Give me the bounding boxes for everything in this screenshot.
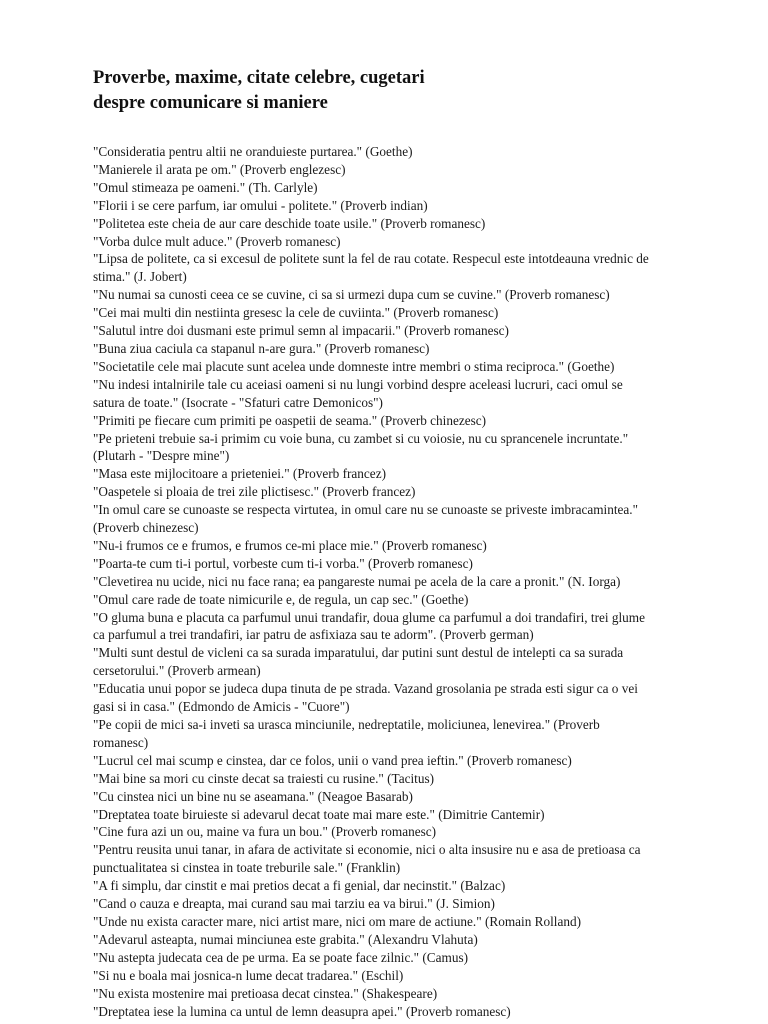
quote-item xyxy=(93,215,743,233)
quote-item xyxy=(93,412,743,430)
quote-line: "Omul stimeaza pe oameni." (Th. Carlyle) xyxy=(93,179,318,195)
quote-line: "Nu astepta judecata cea de pe urma. Ea se poate face zilnic." (Camus) xyxy=(93,949,469,965)
quote-line: "Pe prieteni trebuie sa-i primim cu voie buna, cu zambet si cu voiosie, nu cu sprancenele incruntate." xyxy=(93,430,629,446)
quote-line: "Oaspetele si ploaia de trei zile plictisesc." (Proverb francez) xyxy=(93,484,416,500)
quote-item xyxy=(93,823,743,841)
quote-line: "Societatile cele mai placute sunt acelea unde domneste intre membri o stima reciproca." (Goethe) xyxy=(93,358,615,374)
quote-line: "Cu cinstea nici un bine nu se aseamana." (Neagoe Basarab) xyxy=(93,788,413,804)
quote-line: "O gluma buna e placuta ca parfumul unui trandafir, doua glume ca parfumul a doi trandafiri, trei glume xyxy=(93,609,645,625)
quote-line: ca parfumul a trei trandafiri, iar patru de asfixiaza sau te adorm". (Proverb german) xyxy=(93,627,534,643)
quote-item xyxy=(93,286,743,304)
quote-item xyxy=(93,340,743,358)
quote-line: "Cand o cauza e dreapta, mai curand sau mai tarziu ea va birui." (J. Simion) xyxy=(93,896,495,912)
quote-item xyxy=(93,806,743,824)
quote-item xyxy=(93,609,743,645)
quote-line: "Manierele il arata pe om." (Proverb englezesc) xyxy=(93,161,346,177)
quote-line: (Proverb chinezesc) xyxy=(93,520,199,536)
quote-item xyxy=(93,931,743,949)
quote-item xyxy=(93,555,743,573)
quote-line: "Multi sunt destul de vicleni ca sa surada imparatului, dar putini sunt destul de intelepti ca sa surada xyxy=(93,645,624,661)
quote-line: "Salutul intre doi dusmani este primul semn al impacarii." (Proverb romanesc) xyxy=(93,323,509,339)
quote-line: "Poarta-te cum ti-i portul, vorbeste cum ti-i vorba." (Proverb romanesc) xyxy=(93,555,473,571)
quote-line: "Mai bine sa mori cu cinste decat sa traiesti cu rusine." (Tacitus) xyxy=(93,770,435,786)
quote-item xyxy=(93,537,743,555)
quote-item xyxy=(93,250,743,286)
quote-item xyxy=(93,788,743,806)
quote-line: "Nu indesi intalnirile tale cu aceiasi oameni si nu lungi vorbind despre aceleasi lucruri, caci omul se xyxy=(93,376,623,392)
quote-item xyxy=(93,179,743,197)
quote-item xyxy=(93,483,743,501)
document-title-line: Proverbe, maxime, citate celebre, cugetari xyxy=(93,68,425,88)
quote-line: "Primiti pe fiecare cum primiti pe oaspetii de seama." (Proverb chinezesc) xyxy=(93,412,487,428)
quote-line: romanesc) xyxy=(93,734,149,750)
quote-item xyxy=(93,573,743,591)
quote-item xyxy=(93,465,743,483)
quote-item xyxy=(93,161,743,179)
quote-item xyxy=(93,376,743,412)
quote-line: "Omul care rade de toate nimicurile e, de regula, un cap sec." (Goethe) xyxy=(93,591,469,607)
quote-line: "Cei mai multi din nestiinta gresesc la cele de cuviinta." (Proverb romanesc) xyxy=(93,305,499,321)
quote-item xyxy=(93,304,743,322)
quote-line: stima." (J. Jobert) xyxy=(93,269,187,285)
quote-line: "Cine fura azi un ou, maine va fura un bou." (Proverb romanesc) xyxy=(93,824,437,840)
quote-line: "Buna ziua caciula ca stapanul n-are gura." (Proverb romanesc) xyxy=(93,340,430,356)
quote-item xyxy=(93,949,743,967)
quote-item xyxy=(93,501,743,537)
quote-item xyxy=(93,716,743,752)
quote-line: punctualitatea si cinstea in toate treburile sale." (Franklin) xyxy=(93,860,401,876)
quote-line: "Pe copii de mici sa-i inveti sa urasca minciunile, nedreptatile, moliciunea, lenevirea." (Proverb xyxy=(93,717,600,732)
quote-line: cersetorului." (Proverb armean) xyxy=(93,663,261,679)
quote-line: "Pentru reusita unui tanar, in afara de activitate si economie, nici o alta insusire nu e asa de pretioasa ca xyxy=(93,842,641,858)
quote-line: "Florii i se cere parfum, iar omului - politete." (Proverb indian) xyxy=(93,197,428,213)
document-title xyxy=(93,66,425,116)
quote-line: "Educatia unui popor se judeca dupa tinuta de pe strada. Vazand grosolania pe strada esti sigur ca o vei xyxy=(93,681,638,697)
quote-line: "Dreptatea toate biruieste si adevarul decat toate mai mare este." (Dimitrie Cantemir) xyxy=(93,806,545,822)
quote-line: "Adevarul asteapta, numai minciunea este grabita." (Alexandru Vlahuta) xyxy=(93,931,478,947)
quote-item xyxy=(93,985,743,1003)
quote-item xyxy=(93,322,743,340)
quote-line: satura de toate." (Isocrate - "Sfaturi catre Demonicos") xyxy=(93,394,383,410)
quote-line: "Nu exista mostenire mai pretioasa decat cinstea." (Shakespeare) xyxy=(93,985,438,1001)
quote-item xyxy=(93,752,743,770)
quote-line: "Nu-i frumos ce e frumos, e frumos ce-mi place mie." (Proverb romanesc) xyxy=(93,537,487,553)
quote-line: "Masa este mijlocitoare a prieteniei." (Proverb francez) xyxy=(93,466,386,482)
quote-item xyxy=(93,430,743,466)
quote-item xyxy=(93,967,743,985)
quote-line: gasi si in casa." (Edmondo de Amicis - "Cuore") xyxy=(93,699,350,715)
quote-item xyxy=(93,591,743,609)
quote-item xyxy=(93,841,743,877)
quote-item xyxy=(93,644,743,680)
quote-line: "Clevetirea nu ucide, nici nu face rana; ea pangareste numai pe acela de la care a pronit." (N. Iorga) xyxy=(93,573,621,589)
quote-item xyxy=(93,877,743,895)
quote-line: "Unde nu exista caracter mare, nici artist mare, nici om mare de actiune." (Romain Rolland) xyxy=(93,913,581,929)
quote-item xyxy=(93,143,743,161)
quote-line: (Plutarh - "Despre mine") xyxy=(93,448,230,464)
quote-item xyxy=(93,913,743,931)
quote-item xyxy=(93,770,743,788)
quote-item xyxy=(93,895,743,913)
quote-line: "Vorba dulce mult aduce." (Proverb romanesc) xyxy=(93,233,341,249)
quote-list xyxy=(93,143,743,1020)
quote-item xyxy=(93,680,743,716)
quote-item xyxy=(93,1003,743,1021)
quote-item xyxy=(93,233,743,251)
quote-line: "Dreptatea iese la lumina ca untul de lemn deasupra apei." (Proverb romanesc) xyxy=(93,1003,511,1019)
quote-item xyxy=(93,197,743,215)
quote-line: "Si nu e boala mai josnica-n lume decat tradarea." (Eschil) xyxy=(93,967,404,983)
quote-line: "Lucrul cel mai scump e cinstea, dar ce folos, unii o vand prea ieftin." (Proverb romanesc) xyxy=(93,752,572,768)
quote-line: "A fi simplu, dar cinstit e mai pretios decat a fi genial, dar necinstit." (Balzac) xyxy=(93,878,506,894)
document-title-line: despre comunicare si maniere xyxy=(93,93,328,113)
quote-line: "Lipsa de politete, ca si excesul de politete sunt la fel de rau cotate. Respecul este intotdeauna vrednic de xyxy=(93,251,649,267)
quote-item xyxy=(93,358,743,376)
quote-line: "Nu numai sa cunosti ceea ce se cuvine, ci sa si urmezi dupa cum se cuvine." (Proverb romanesc) xyxy=(93,287,610,303)
quote-line: "In omul care se cunoaste se respecta virtutea, in omul care nu se cunoaste se priveste imbracamintea." xyxy=(93,502,639,518)
quote-line: "Politetea este cheia de aur care deschide toate usile." (Proverb romanesc) xyxy=(93,215,486,231)
quote-line: "Consideratia pentru altii ne oranduieste purtarea." (Goethe) xyxy=(93,144,413,159)
